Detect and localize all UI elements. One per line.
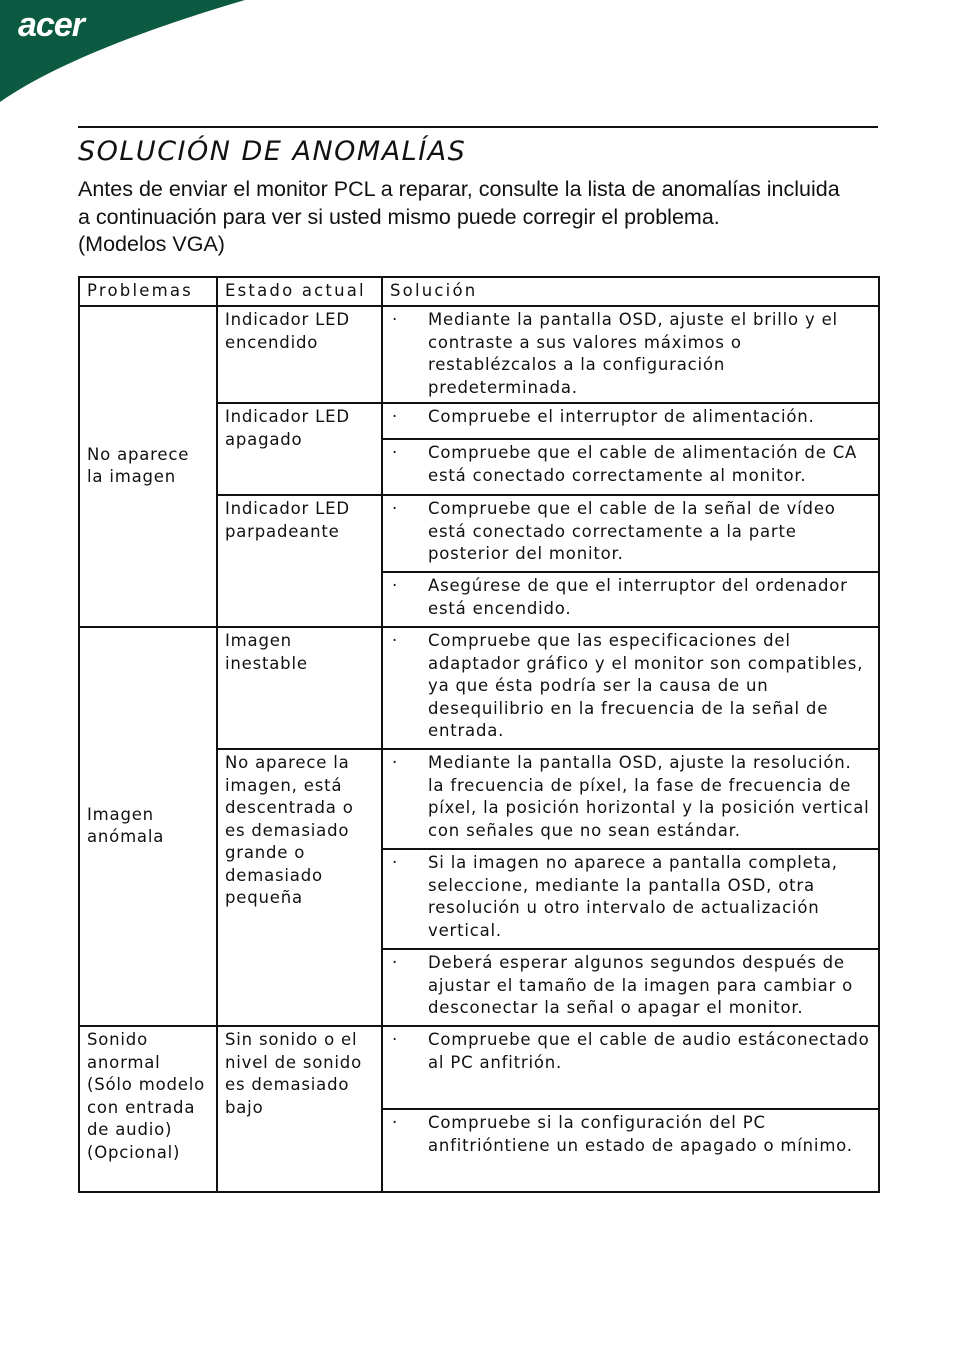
brand-corner (0, 0, 260, 110)
solution-text: Compruebe que el cable de la señal de vídeo está conectado correctamente a la parte posterior del monitor. (428, 499, 836, 563)
solution-text: Compruebe si la configuración del PC anfitrióntiene un estado de apagado o mínimo. (428, 1113, 853, 1155)
header-problems: Problemas (79, 277, 217, 306)
solution-item (390, 498, 872, 566)
status-cell: No aparece la imagen, está descentrada o es demasiado grande o demasiado pequeña (217, 749, 382, 1026)
page-title: SOLUCIÓN DE ANOMALÍAS (78, 136, 467, 167)
solution-text: Deberá esperar algunos segundos después de ajustar el tamaño de la imagen para cambiar o desconectar la señal o apagar el monitor. (428, 953, 854, 1017)
solution-cell (382, 439, 879, 495)
solution-item (390, 1112, 872, 1157)
bullet-mark: · (392, 407, 399, 426)
status-cell: Imagen inestable (217, 627, 382, 749)
intro-line: (Modelos VGA) (78, 232, 225, 256)
bullet-mark: · (392, 1113, 399, 1132)
solution-cell (382, 1026, 879, 1109)
solution-cell (382, 949, 879, 1026)
title-rule (78, 126, 878, 128)
solution-cell (382, 849, 879, 949)
solution-item (390, 952, 872, 1020)
table-header-row (79, 277, 879, 306)
table-row (79, 306, 879, 403)
solution-cell (382, 306, 879, 403)
intro-line: Antes de enviar el monitor PCL a reparar, consulte la lista de anomalías incluida (78, 177, 840, 201)
bullet-mark: · (392, 443, 399, 462)
solution-item (390, 309, 872, 399)
troubleshooting-table (78, 276, 880, 1193)
solution-item (390, 442, 872, 487)
solution-cell (382, 627, 879, 749)
solution-text: Compruebe que el cable de audio estáconectado al PC anfitrión. (428, 1030, 870, 1072)
solution-text: Mediante la pantalla OSD, ajuste la resolución. la frecuencia de píxel, la fase de frecuencia de píxel, la posición horizontal y la posición vertical con señales que no sean estándar. (428, 753, 870, 840)
solution-text: Compruebe el interruptor de alimentación. (428, 407, 815, 426)
solution-cell (382, 495, 879, 572)
header-solution: Solución (382, 277, 879, 306)
status-cell: Indicador LED encendido (217, 306, 382, 403)
solution-text: Asegúrese de que el interruptor del ordenador está encendido. (428, 576, 848, 618)
bullet-mark: · (392, 576, 399, 595)
status-cell: Indicador LED apagado (217, 403, 382, 495)
bullet-mark: · (392, 953, 399, 972)
header-status: Estado actual (217, 277, 382, 306)
solution-text: Si la imagen no aparece a pantalla completa, seleccione, mediante la pantalla OSD, otra resolución u otro intervalo de actualización vertical. (428, 853, 838, 940)
solution-cell (382, 1109, 879, 1192)
bullet-mark: · (392, 853, 399, 872)
acer-logo: acer (18, 6, 84, 44)
bullet-mark: · (392, 310, 399, 329)
solution-cell (382, 403, 879, 439)
bullet-mark: · (392, 753, 399, 772)
solution-item (390, 1029, 872, 1074)
solution-item (390, 575, 872, 620)
problem-cell: Imagen anómala (79, 627, 217, 1026)
status-cell: Indicador LED parpadeante (217, 495, 382, 627)
solution-text: Mediante la pantalla OSD, ajuste el brillo y el contraste a sus valores máximos o restablézcalos a la configuración predeterminada. (428, 310, 838, 397)
solution-text: Compruebe que el cable de alimentación de CA está conectado correctamente al monitor. (428, 443, 858, 485)
table-row (79, 627, 879, 749)
bullet-mark: · (392, 1030, 399, 1049)
table-row (79, 1026, 879, 1109)
intro-line: a continuación para ver si usted mismo puede corregir el problema. (78, 204, 720, 229)
solution-cell (382, 572, 879, 627)
solution-item (390, 852, 872, 942)
problem-cell: Sonido anormal (Sólo modelo con entrada de audio) (Opcional) (79, 1026, 217, 1192)
solution-cell (382, 749, 879, 849)
intro-paragraph (78, 176, 888, 259)
status-cell: Sin sonido o el nivel de sonido es demasiado bajo (217, 1026, 382, 1192)
bullet-mark: · (392, 631, 399, 650)
solution-item (390, 630, 872, 743)
solution-item (390, 752, 872, 842)
table-body (79, 306, 879, 1192)
problem-cell: No aparece la imagen (79, 306, 217, 627)
solution-text: Compruebe que las especificaciones del adaptador gráfico y el monitor son compatibles, ya que ésta podría ser la causa de un desequilibrio en la frecuencia de la señal de entrada. (428, 631, 864, 740)
solution-item (390, 406, 872, 429)
bullet-mark: · (392, 499, 399, 518)
